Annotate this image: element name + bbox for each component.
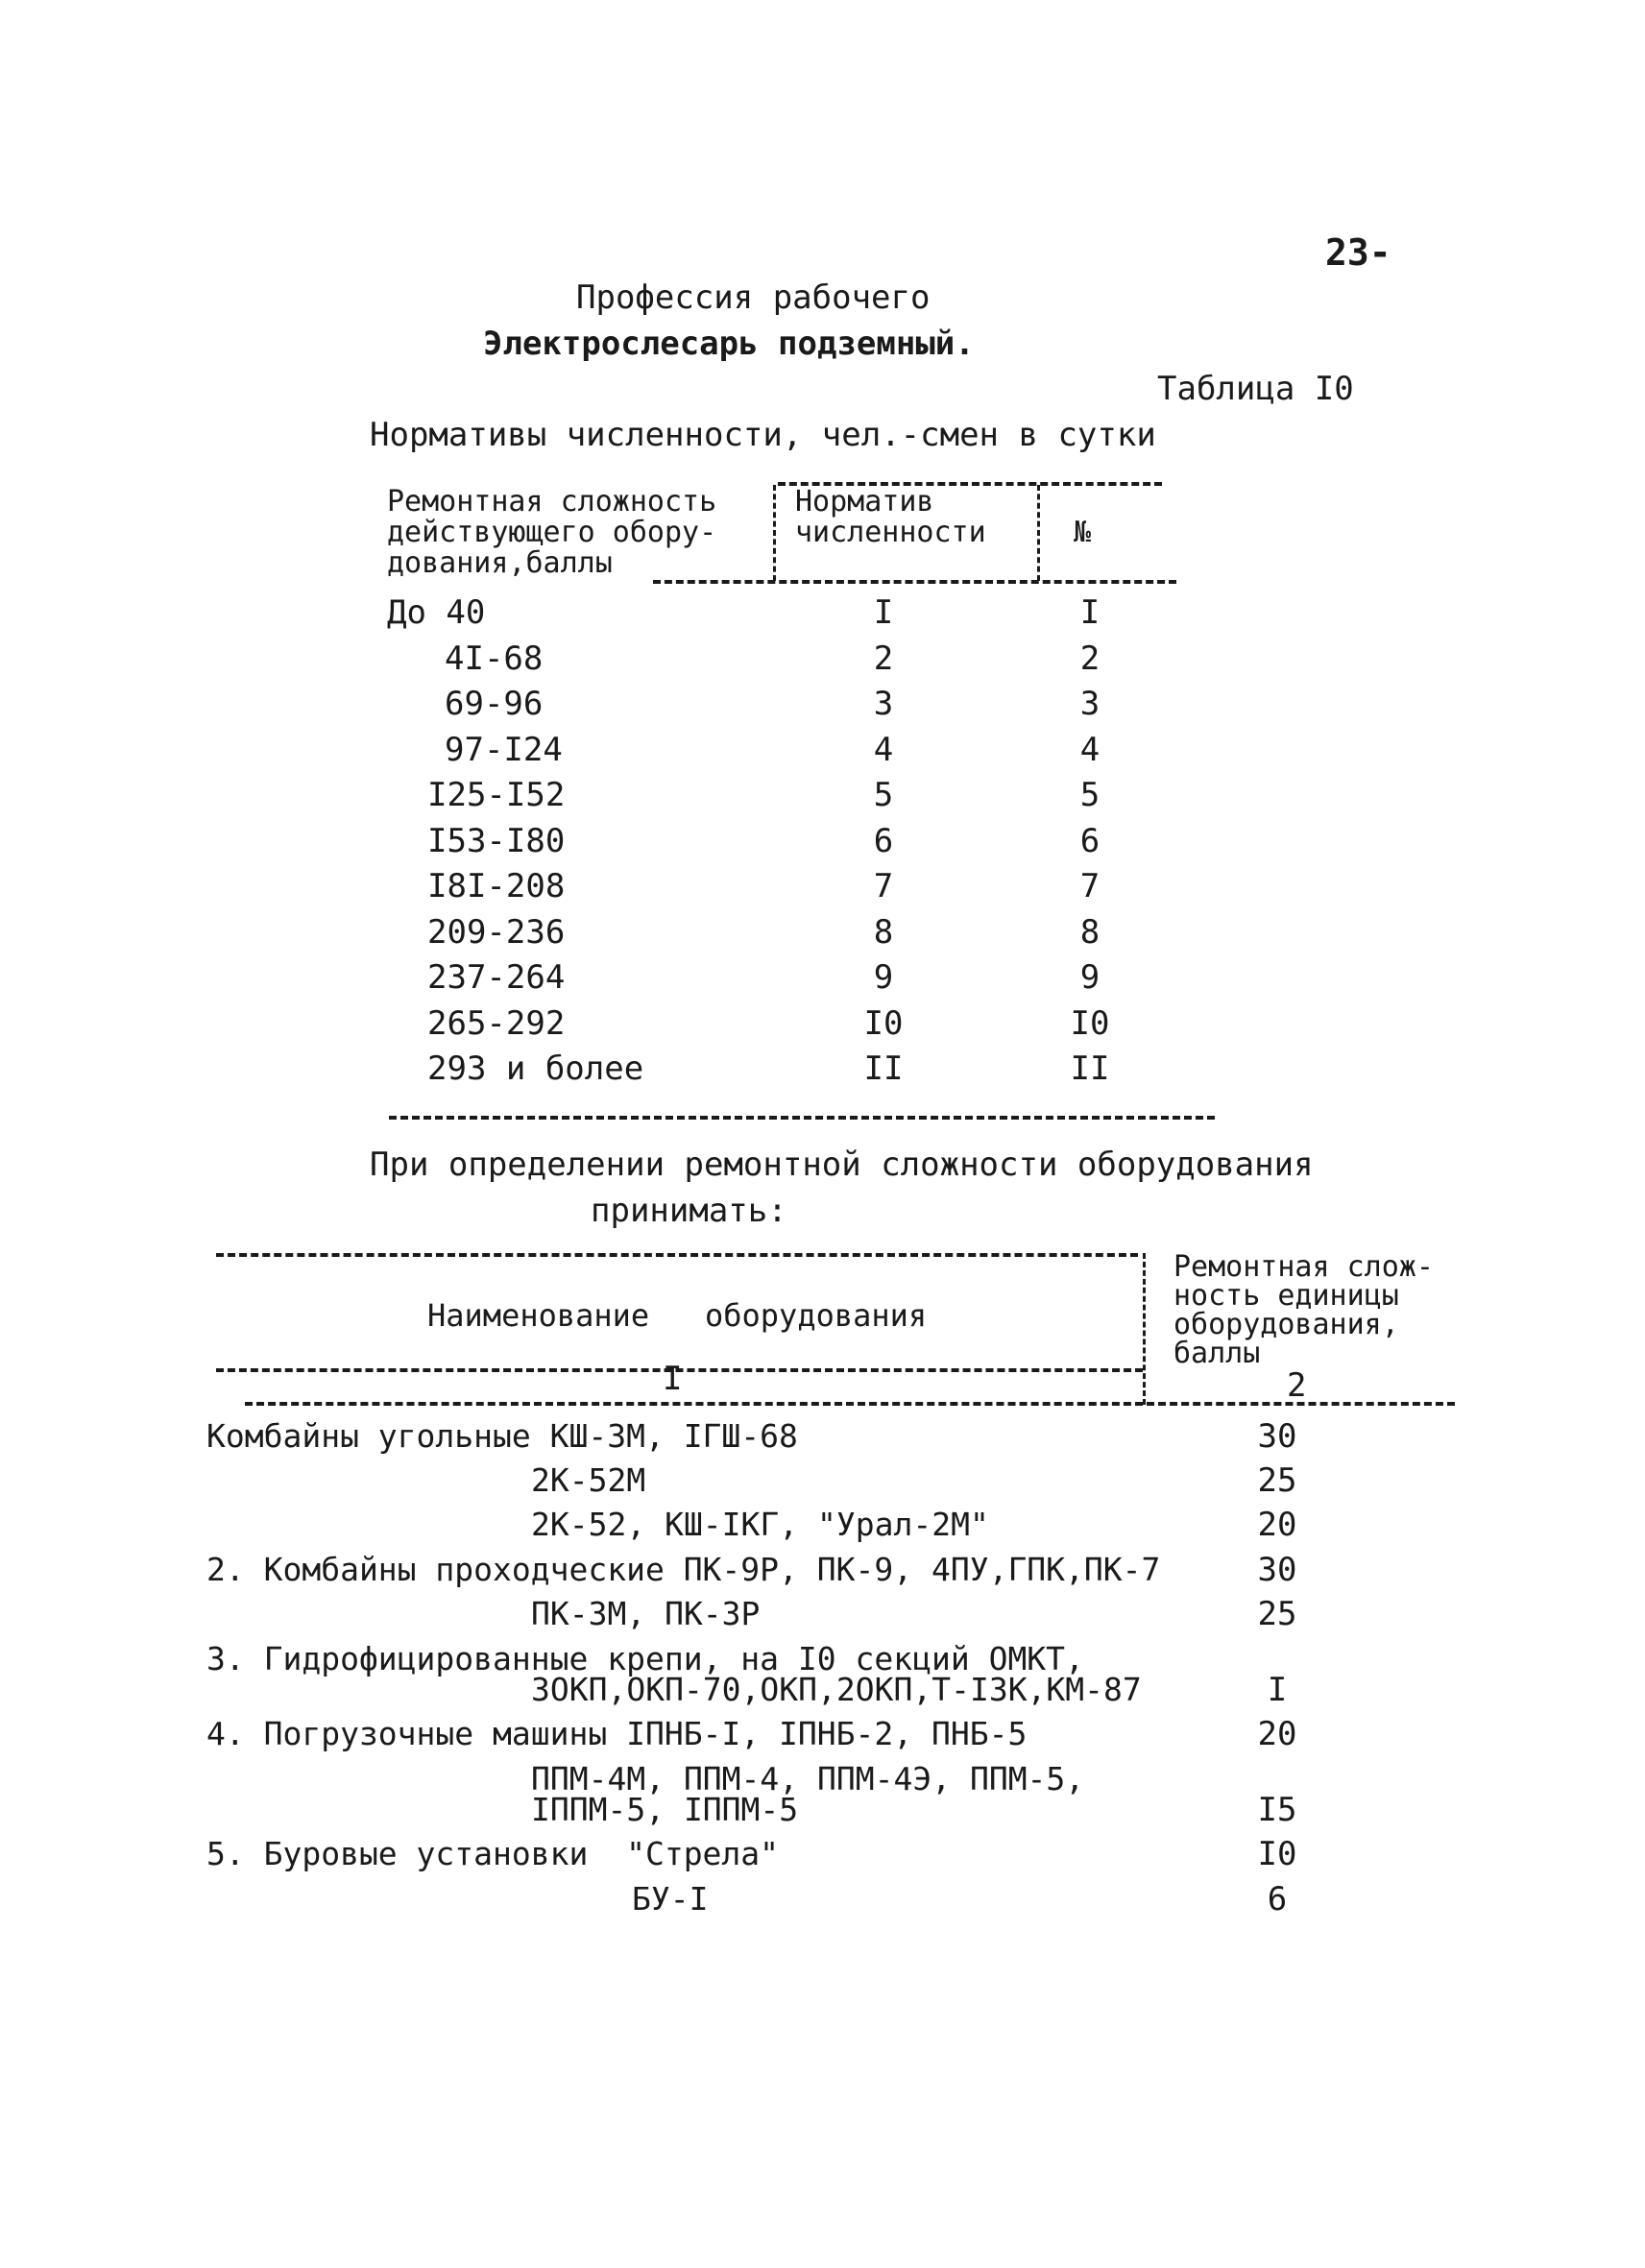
- equipment-name: 2. Комбайны проходческие ПК-9Р, ПК-9, 4ПУ,ГПК,ПК-7: [206, 1551, 1161, 1588]
- header-extra: №: [1074, 516, 1092, 549]
- equipment-header-complexity-3: оборудования,: [1173, 1308, 1399, 1341]
- table10-norm: 2: [873, 639, 894, 678]
- equipment-header-complexity-1: Ремонтная слож-: [1173, 1250, 1434, 1284]
- equipment-complexity: 6: [1267, 1880, 1288, 1918]
- equipment-header-complexity-2: ность единицы: [1173, 1279, 1399, 1313]
- equipment-complexity: 20: [1257, 1506, 1297, 1544]
- table10-extra: 5: [1079, 776, 1101, 814]
- header-separator-1: [773, 485, 776, 581]
- table10-range: 209-236: [427, 912, 566, 952]
- table10-range: I25-I52: [427, 776, 566, 814]
- equipment-name: 3ОКП,ОКП-70,ОКП,2ОКП,Т-I3К,КМ-87: [531, 1671, 1142, 1708]
- table10-norm: 6: [873, 821, 894, 860]
- table10-extra: 7: [1079, 867, 1101, 905]
- table10-extra: II: [1070, 1050, 1110, 1088]
- header-complexity-3: дования,баллы: [387, 546, 613, 580]
- header-norm-2: численности: [795, 516, 986, 549]
- table10-extra: I0: [1070, 1003, 1110, 1043]
- table10-extra: 4: [1079, 730, 1101, 769]
- table10-norm: 9: [873, 958, 894, 997]
- header-separator-2: [1037, 485, 1040, 581]
- table10-norm: 3: [873, 685, 894, 723]
- table10-norm: II: [863, 1050, 904, 1088]
- equipment-name: 2К-52М: [531, 1461, 646, 1499]
- header-norm-1: Норматив: [795, 485, 934, 519]
- equipment-name: IППМ-5, IППМ-5: [531, 1791, 799, 1828]
- equipment-name: БУ-I: [632, 1880, 709, 1918]
- table10-extra: 2: [1079, 639, 1101, 678]
- equipment-col-num-2: 2: [1287, 1366, 1307, 1405]
- table10-range: 4I-68: [445, 639, 544, 678]
- table10-range: 69-96: [445, 685, 544, 723]
- table10-range: 265-292: [427, 1003, 566, 1043]
- table10-extra: I: [1079, 593, 1101, 632]
- header-rule-bottom: [653, 580, 1176, 584]
- complexity-note-line1: При определении ремонтной сложности оборудования: [370, 1146, 1314, 1184]
- table10-range: До 40: [387, 593, 486, 632]
- profession-name: Электрослесарь подземный.: [483, 325, 975, 363]
- table10-range: 293 и более: [427, 1050, 644, 1088]
- equipment-complexity: I: [1267, 1671, 1288, 1709]
- table10-range: I53-I80: [427, 821, 566, 860]
- table10-extra: 8: [1079, 912, 1101, 952]
- equipment-complexity: 30: [1257, 1417, 1297, 1456]
- equipment-complexity: 20: [1257, 1715, 1297, 1753]
- complexity-note-line2: принимать:: [591, 1192, 787, 1230]
- header-complexity-1: Ремонтная сложность: [387, 485, 717, 519]
- equipment-name: ППМ-4М, ППМ-4, ППМ-4Э, ППМ-5,: [531, 1760, 1085, 1798]
- table10-range: 97-I24: [445, 730, 563, 769]
- equipment-header-separator: [1143, 1253, 1146, 1405]
- equipment-complexity: I5: [1257, 1791, 1297, 1829]
- equipment-complexity: I0: [1257, 1835, 1297, 1873]
- equipment-complexity: 25: [1257, 1595, 1297, 1633]
- table10-norm: I0: [863, 1003, 904, 1043]
- equipment-header-complexity-4: баллы: [1173, 1337, 1261, 1370]
- table10-norm: I: [873, 593, 894, 632]
- equipment-rule-bottom: [245, 1402, 1455, 1406]
- equipment-complexity: 30: [1257, 1551, 1297, 1589]
- equipment-name: ПК-3М, ПК-3Р: [531, 1595, 761, 1632]
- table10-norm: 4: [873, 730, 894, 769]
- table10-extra: 6: [1079, 821, 1101, 860]
- equipment-name: 4. Погрузочные машины IПНБ-I, IПНБ-2, ПНБ-5: [206, 1715, 1028, 1752]
- table-label: Таблица I0: [1157, 370, 1354, 408]
- table10-bottom-rule: [389, 1116, 1215, 1120]
- table10-extra: 3: [1079, 685, 1101, 723]
- table10-norm: 5: [873, 776, 894, 814]
- equipment-name: Комбайны угольные КШ-3М, IГШ-68: [206, 1417, 798, 1455]
- table10-norm: 8: [873, 912, 894, 952]
- profession-label: Профессия рабочего: [576, 278, 931, 317]
- table10-range: 237-264: [427, 958, 566, 997]
- header-rule-top: [778, 482, 1162, 486]
- equipment-name: 5. Буровые установки "Стрела": [206, 1835, 780, 1872]
- table10-extra: 9: [1079, 958, 1101, 997]
- page-number: 23-: [1325, 231, 1391, 274]
- equipment-rule-top: [216, 1253, 1138, 1257]
- table10-norm: 7: [873, 867, 894, 905]
- equipment-name: 2К-52, КШ-IКГ, "Урал-2М": [531, 1506, 989, 1543]
- equipment-name: 3. Гидрофицированные крепи, на I0 секций ОМКТ,: [206, 1640, 1084, 1677]
- table10-range: I8I-208: [427, 867, 566, 905]
- equipment-complexity: 25: [1257, 1461, 1297, 1500]
- header-complexity-2: действующего обору-: [387, 516, 717, 549]
- norms-title: Нормативы численности, чел.-смен в сутки: [370, 416, 1156, 454]
- equipment-col-num-1: I: [663, 1360, 683, 1398]
- equipment-header-name: Наименование оборудования: [427, 1297, 928, 1334]
